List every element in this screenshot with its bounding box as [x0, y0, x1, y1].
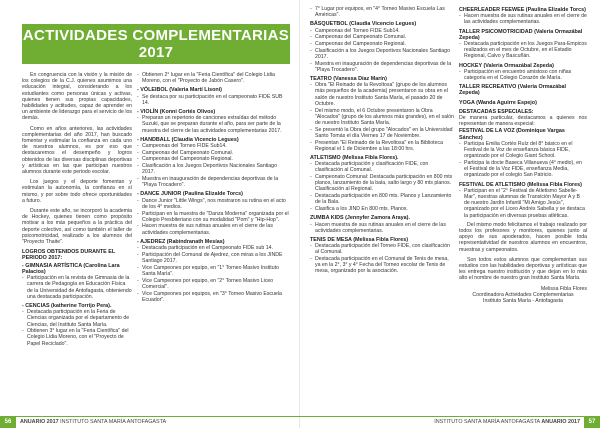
list-item: - Destacada participación en los Juegos Para-Empicos realizados en el mes de Octubre, en el Estadio Regional, Calvo y Bascuñán.	[459, 41, 587, 60]
footer-right-institution: INSTITUTO SANTA MARÍA ANTOFAGASTA	[434, 419, 540, 425]
column-2	[137, 72, 289, 412]
section-title-ciencias: - CENCIAS (katherine Torrijo Pera).	[22, 302, 112, 309]
list-item: - Campeonas del Torneo FIDE Sub14.	[310, 28, 455, 34]
paragraph-4: Durante este año, se incorporó la academia de Hockey, quienes tienen como propósito motivar a los más pequeños a la práctica del deporte colectivo, así como también el taller de psicomotricidad, realizado a los alumnos del "Proyecto Thaite".	[22, 208, 132, 246]
list-teatro	[310, 82, 455, 152]
list-item: - Participa Emilia Cortés Ruíz del 8° básico en el Festival de la Voz de enseñanza básica FIDE, organizado por el Colegio Giant School.	[459, 141, 587, 160]
list-tenis	[310, 243, 455, 275]
footer-right	[300, 417, 600, 428]
list-voleibol	[137, 94, 289, 106]
paragraph-3: Los juegos y el deporte fomentan y estimulan la autonomía, la confianza en sí mismo, y por sobre todo ofrece oportunidades a futuro.	[22, 179, 132, 204]
list-ciencias-cont	[137, 72, 289, 84]
list-ciencias	[22, 309, 132, 347]
achievements-heading: LOGROS OBTENIDOS DURANTE EL PERIODO 2017:	[22, 249, 116, 262]
footer-left-institution: INSTITUTO SANTA MARÍA ANTOFAGASTA	[60, 419, 167, 425]
list-item: - Vice Campeones por equipos, en "3° Torneo Masivo Escuela Ecuador".	[137, 291, 289, 303]
list-basquetbol	[310, 28, 455, 73]
column-3	[310, 6, 455, 416]
list-item: - Campeonas del Campeonato Regional.	[310, 41, 455, 47]
section-title-violin: - VIOLÍN (Konni Cortés Olivos)	[137, 109, 216, 116]
footer-left	[0, 417, 300, 428]
list-item: - Destacada participación en el Comunal de Tenis de mesa, ya en la 2°, 3° y 4° Fecha del Torneo escolar de Tenis de mesa, organizado por la asociación.	[310, 256, 455, 275]
footer-left-text	[16, 417, 170, 428]
list-item: - Clasificación a los Juegos Deportivos Nacionales Santiago 2017.	[137, 163, 289, 175]
list-item: - Campeonas del Campeonato Regional.	[137, 156, 289, 162]
list-item: - Obtienen 3° lugar en la "Feria Científica" del Colegio Lidia Moreno, con el "Proyecto de Papel Reciclado".	[22, 328, 132, 347]
list-item: - Destacada participación y clasificación FIDE, con clasificación al Comunal.	[310, 161, 455, 173]
list-item: - Vice Campeones por equipo, en "2° Torneo Masivo Liceo Comercial".	[137, 278, 289, 290]
closing-paragraph-1: Del mismo modo felicitamos el trabajo realizado por todos los profesores y monitores, quienes junto al apoyo de sus apoderados, hacen posible toda representatividad de nuestros alumnos en encuentros, muestras y campeonatos.	[459, 221, 587, 253]
signature-name: Melissa Fibla Flores	[540, 285, 587, 292]
section-title-recreativo: TALLER RECREATIVO (Valeria Ormazábal Zepeda)	[459, 84, 567, 97]
list-item: - Campeonas del Torneo FIDE Sub14.	[137, 143, 289, 149]
list-item: - Participa la docte Baseca Villanueva (4° medio), en el Festival de la Voz FIDE, enseñanza Media, organizado por el colegio San Patricio.	[459, 160, 587, 179]
list-item: - Se destaca por su participación en el campeonato FIDE SUB 14.	[137, 94, 289, 106]
list-item: - Muestra en inauguración de dependencias deportivas de la "Playa Trocadero".	[137, 176, 289, 188]
list-item: - Preparan un repertorio de canciones extraídas del método Suzuki, que se preparan durante el año, para ser parte de la muestra del cierre de las actividades complementarias 2017.	[137, 115, 289, 134]
list-hockey	[459, 69, 587, 81]
list-zumba	[310, 222, 455, 234]
page-gutter	[299, 0, 300, 428]
list-violin	[137, 115, 289, 134]
page-number-right: 57	[584, 417, 600, 428]
list-item: - Participación en la revista de Gimnasia de la carrera de Pedagogía en Educación Física de la Universidad de Antofagasta, obteniendo una destacada participación.	[22, 275, 132, 300]
column-1	[22, 72, 132, 412]
list-item: - Campeonas del Campeonato Comunal.	[137, 150, 289, 156]
intro-paragraph: En congruencia con la visión y la misión de los colegios de la C.J. quienes asumimos una educación integral, considerando a los estudiantes como personas únicas y activas, quienes tienen sus propias capacidades, habilidades y actitudes, capaz de aprender en un ambiente de liderazgo para el servicio de los demás.	[22, 72, 132, 122]
list-item: - Muestra en inauguración de dependencias deportivas de la "Playa Trocadero".	[310, 61, 455, 73]
list-item: - Hacen muestra de sus rutinas anuales en el cierre de las actividades complementarias.	[137, 223, 289, 235]
section-title-teatro: TEATRO (Vanessa Díaz Marín)	[310, 76, 387, 83]
list-item: - Se presentó la Obra del grupo "Alocados" en la Universidad Santo Tomás el día Viernes 17 de Noviembre.	[310, 127, 455, 139]
column-4	[459, 6, 587, 416]
section-title-yoga: YOGA (Wanda Aguirre Espejo)	[459, 99, 537, 106]
list-item: - Clasifica a los JIND En 800 mts. Planos.	[310, 206, 455, 212]
list-item: - Participación del Comunal de Ajedrez, con miras a los JINDE Santiago 2017.	[137, 252, 289, 264]
list-item: - Vice Campeones por equipo, en "1° Torneo Masivo Instituto Santa María".	[137, 265, 289, 277]
signature-institution: Instituto Santa María - Antofagasta	[483, 298, 563, 305]
list-item: - 7° Lugar por equipos, en "4° Torneo Masivo Escuela Las Américas".	[310, 6, 455, 18]
section-title-hockey: HOCKEY (Valeria Ormazábal Zepeda)	[459, 62, 554, 69]
closing-paragraph-2: Son todos estos alumnos que complementan sus estudios con las habilidades deportivas y artísticas que les entrega nuestro institución y que dejan en lo más alto el nombre de nuestro gran Instituto Santa María.	[459, 256, 587, 282]
list-gimnasia	[22, 275, 132, 300]
list-item: - Obra "El Reinado de la Revoltosa" (grupo de los alumnos más pequeños de la academia) presentaron su obra en el salón de nuestro Instituto Santa María, el pasado 20 de Octubre.	[310, 82, 455, 107]
footer-right-text	[430, 417, 584, 428]
list-item: - Participan en la muestra de "Danza Moderna" organizada por el Colegio Presbiteriano con su modalidad "Pom" y "Hip-Hop".	[137, 211, 289, 223]
section-title-festival-voz: FESTIVAL DE LA VOZ (Dominique Vargas Sánchez)	[459, 128, 565, 141]
section-title-tenis: TENIS DE MESA (Melissa Fibla Flores)	[310, 236, 409, 243]
destacadas-intro: De manera particular, destacamos a quienes nos representan de manera especial:	[459, 115, 587, 128]
section-title-destacadas: DESTACADAS ESPECIALES:	[459, 108, 534, 115]
list-dance	[137, 198, 289, 236]
section-title-gimnasia: - GIMNASIA ARTÍSTICA (Carolina Lara Palacios)	[22, 262, 120, 275]
list-item: - Hacen muestra de sus rutinas anuales en el cierre de las actividades complementarias.	[310, 222, 455, 234]
section-title-voleibol: - VÓLEIBOL (Valeria Martí Lisoni)	[137, 87, 222, 94]
list-cheerleader	[459, 13, 587, 25]
list-item: - Campeonato Comunal: Destacada participación en 800 mts planos, lanzamiento de la bala, salto largo y 80 mts planos. Clasificación al Regional.	[310, 174, 455, 193]
section-title-dance: - DANCE JUNIOR (Paulina Elizalde Torcs)	[137, 191, 243, 198]
list-psicomotricidad	[459, 41, 587, 60]
list-item: - Destacada participación del Torneo FIDE, con clasificación al Comunal.	[310, 243, 455, 255]
page-number-left: 56	[0, 417, 16, 428]
list-ajedrez-cont	[310, 6, 455, 18]
footer-left-yearbook: ANUARIO 2017	[20, 419, 59, 425]
list-handball	[137, 143, 289, 188]
list-item: - Presentan "El Reinado de la Revoltosa" en la Biblioteca Regional el 1 de Diciembre a las 18:00 hrs.	[310, 140, 455, 152]
signature-block	[459, 292, 587, 304]
list-item: - Participan en el "2° Festival de Atletismo Sabelle-Mar", nuestras alumnas de Transición Mayor A y B de nuestro Jardín Infantil "Mi Amigo Jesús", organizado por el Liceo Andrés Sabella y se destaca la participación en diversas pruebas atléticas.	[459, 188, 587, 219]
list-item: - Dance Junior "Little Wings", nos mostraron su rutina en el acto de los 4° medios.	[137, 198, 289, 210]
list-item: - Participación en encuentro amistoso con niñas categoría en el Colegio Corazón de María.	[459, 69, 587, 81]
list-item: - Clasificación a los Juegos Deportivos Nacionales Santiago 2017.	[310, 48, 455, 60]
section-title-ajedrez: - AJEDREZ (Rabindranath Mesías)	[137, 238, 225, 245]
paragraph-2: Como en años anteriores, las actividades complementarias del año 2017, han buscado fomentar y estimular la confianza en cada uno de nuestros alumnos, es por eso que destacaremos el desempeño y logros obtenidos de las diversas disciplinas deportivas y artísticas en las que participan nuestros alumnos durante este periodo escolar.	[22, 125, 132, 176]
page-title: ACTIVIDADES COMPLEMENTARIAS	[22, 27, 290, 44]
section-title-zumba: ZUMBA KIDS (Jennyfer Zamora Araya).	[310, 215, 410, 222]
section-title-cheerleader: CHEERLEADER FEEWEE (Paulina Elizalde Torcs)	[459, 7, 586, 13]
section-title-basquetbol: BÁSQUETBOL (Claudia Vicencio Legues)	[310, 21, 417, 28]
footer-right-yearbook: ANUARIO 2017	[541, 419, 580, 425]
list-atletismo	[310, 161, 455, 212]
list-item: - Del mismo modo, el 6 Octubre presentaron la Obra "Alocados" (grupo de los alumnos más grandes), en el salón de nuestro Instituto Santa María.	[310, 108, 455, 127]
list-item: - Destacada participación en la Feria de Ciencias organizada por el departamento de Ciencias, del Instituto Santa María.	[22, 309, 132, 328]
signature-role: Coordinadora Actividades Complementarias	[472, 291, 574, 298]
section-title-psicomotricidad: TALLER PSICOMOTRICIDAD (Valeria Ormazábal Zepeda)	[459, 28, 583, 41]
section-title-atletismo: ATLETISMO (Melissa Fibla Flores).	[310, 154, 399, 161]
list-item: - Destacada participación en 800 mts. Planos y Lanzamiento de la Bala.	[310, 193, 455, 205]
page-title-year: 2017	[138, 44, 174, 61]
list-ajedrez	[137, 245, 289, 303]
section-title-festival-atletismo: FESTIVAL DE ATLETISMO (Melissa Fibla Flores)	[459, 181, 582, 188]
page-title-box	[22, 24, 290, 64]
section-title-handball: - HANDBALL (Claudia Vicencio Legues)	[137, 136, 239, 143]
list-item: - Campeonas del Campeonato Comunal.	[310, 34, 455, 40]
list-festival-atletismo	[459, 188, 587, 219]
list-item: - Hacen muestra de sus rutinas anuales en el cierre de las actividades complementarias.	[459, 13, 587, 25]
list-item: - Destacada participación en el Campeonato FIDE sub 14.	[137, 245, 289, 251]
list-item: - Obtienen 2° lugar en la "Feria Científica" del Colegio Lidia Moreno, con el "Proyecto de Jabón Casero".	[137, 72, 289, 84]
list-festival-voz	[459, 141, 587, 179]
